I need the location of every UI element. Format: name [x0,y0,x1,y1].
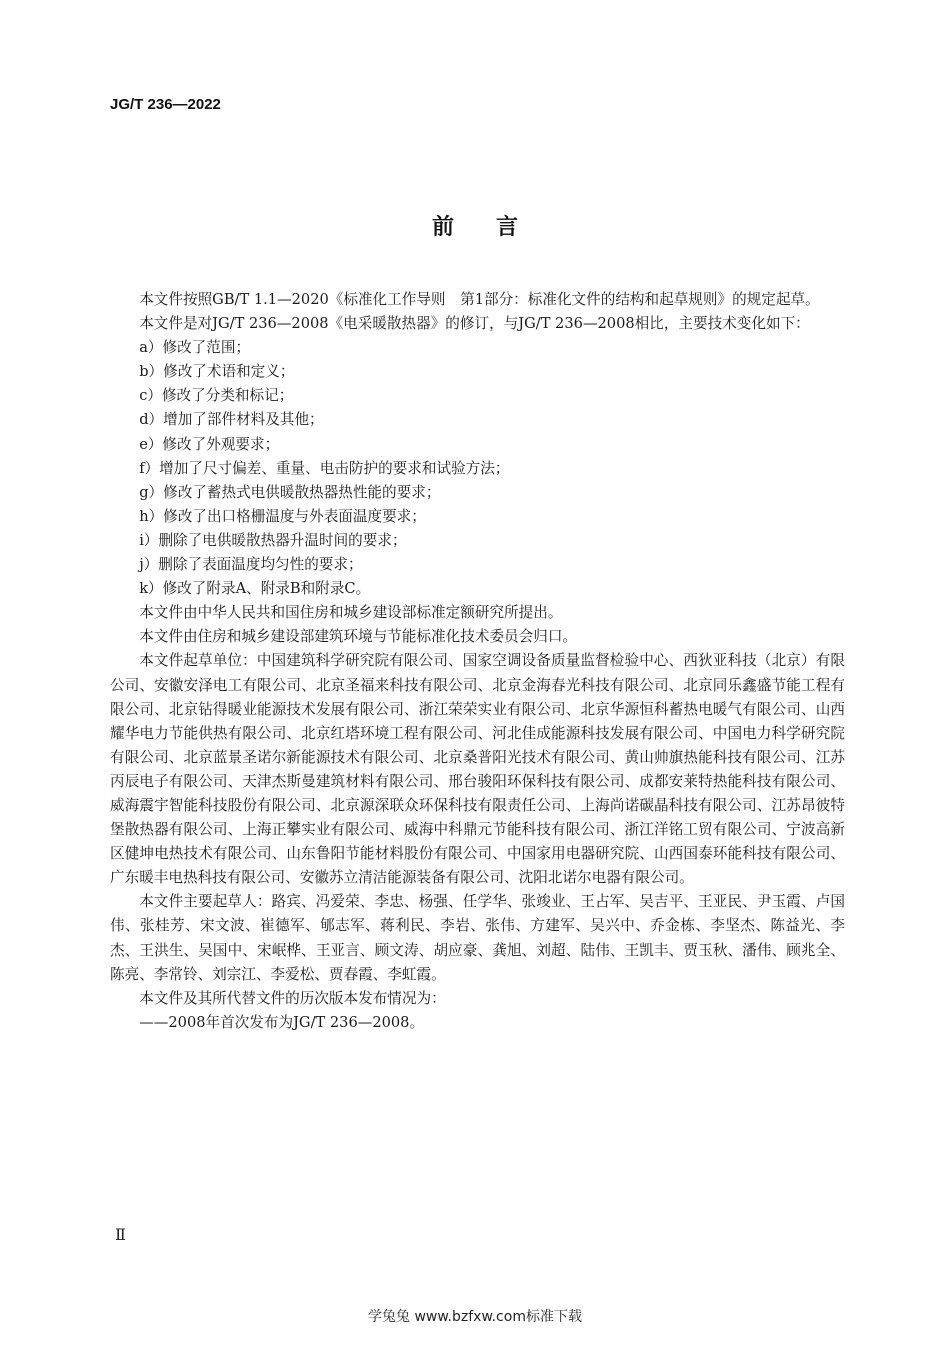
list-item: f）增加了尺寸偏差、重量、电击防护的要求和试验方法； [139,459,510,477]
page-number: Ⅱ [115,1225,126,1244]
list-item: h）修改了出口格栅温度与外表面温度要求； [139,507,426,525]
change-list [110,336,845,601]
paragraph-drafting-rules: 本文件按照GB/T 1.1—2020《标准化工作导则 第1部分：标准化文件的结构和起草规则》的规定起草。 [139,291,820,308]
page-title: 前言 [431,215,560,240]
foreword-body [110,288,845,1035]
paragraph-centralized-by: 本文件由住房和城乡建设部建筑环境与节能标准化技术委员会归口。 [139,628,578,646]
footer-watermark-text: 学兔兔 www.bzfxw.com标准下载 [368,1309,582,1325]
list-item: k）修改了附录A、附录B和附录C。 [139,580,371,598]
paragraph-proposer: 本文件由中华人民共和国住房和城乡建设部标准定额研究所提出。 [139,604,563,622]
list-item: g）修改了蓄热式电供暖散热器热性能的要求； [139,483,441,501]
list-item: d）增加了部件材料及其他； [139,411,324,429]
paragraph-drafters: 本文件主要起草人：路宾、冯爱荣、李忠、杨强、任学华、张竣业、王占军、吴吉平、王亚民、尹玉霞、卢国伟、张桂芳、宋文波、崔德军、郇志军、蒋利民、李岩、张伟、方建军、吴兴中、乔金栋、李坚杰、陈益光、李杰、王洪生、吴国中、宋岷桦、王亚言、顾文涛、胡应豪、龚旭、刘超、陆伟、王凯丰、贾玉秋、潘伟、顾兆全、陈亮、李常铃、刘宗江、李爱松、贾春霞、李虹霞。 [110,893,845,983]
list-item: b）修改了术语和定义； [139,363,295,381]
paragraph-drafting-units: 本文件起草单位：中国建筑科学研究院有限公司、国家空调设备质量监督检验中心、西狄亚科技（北京）有限公司、安徽安泽电工有限公司、北京圣福来科技有限公司、北京金海春光科技有限公司、北京同乐鑫盛节能工程有限公司、北京钻得暖业能源技术发展有限公司、浙江荣荣实业有限公司、北京华源恒科蓄热电暖气有限公司、山西耀华电力节能供热有限公司、北京红塔环境工程有限公司、河北佳成能源科技发展有限公司、中国电力科学研究院有限公司、北京蓝景圣诺尔新能源技术有限公司、北京桑普阳光技术有限公司、黄山帅旗热能科技有限公司、江苏丙辰电子有限公司、天津杰斯曼建筑材料有限公司、邢台骏阳环保科技有限公司、成都安莱特热能科技有限公司、威海震宇智能科技股份有限公司、北京源深联众环保科技有限责任公司、上海尚诺碳晶科技有限公司、江苏昂彼特堡散热器有限公司、上海正攀实业有限公司、威海中科鼎元节能科技有限公司、浙江洋铭工贸有限公司、宁波高新区健坤电热技术有限公司、山东鲁阳节能材料股份有限公司、中国家用电器研究院、山西国泰环能科技有限公司、广东暖丰电热科技有限公司、安徽苏立清洁能源装备有限公司、沈阳北诺尔电器有限公司。 [110,652,845,887]
paragraph-version-history-intro: 本文件及其所代替文件的历次版本发布情况为： [139,989,446,1007]
list-item: j）删除了表面温度均匀性的要求； [139,556,363,574]
list-item: e）修改了外观要求； [139,435,280,453]
document-code-header: JG/T 236—2022 [110,96,221,113]
list-item: c）修改了分类和标记； [139,387,294,405]
paragraph-version-history: ——2008年首次发布为JG/T 236—2008。 [139,1013,425,1031]
paragraph-revision-intro: 本文件是对JG/T 236—2008《电采暖散热器》的修订，与JG/T 236—2008相比，主要技术变化如下： [139,315,810,333]
list-item: i）删除了电供暖散热器升温时间的要求； [139,531,407,549]
list-item: a）修改了范围； [139,339,251,357]
